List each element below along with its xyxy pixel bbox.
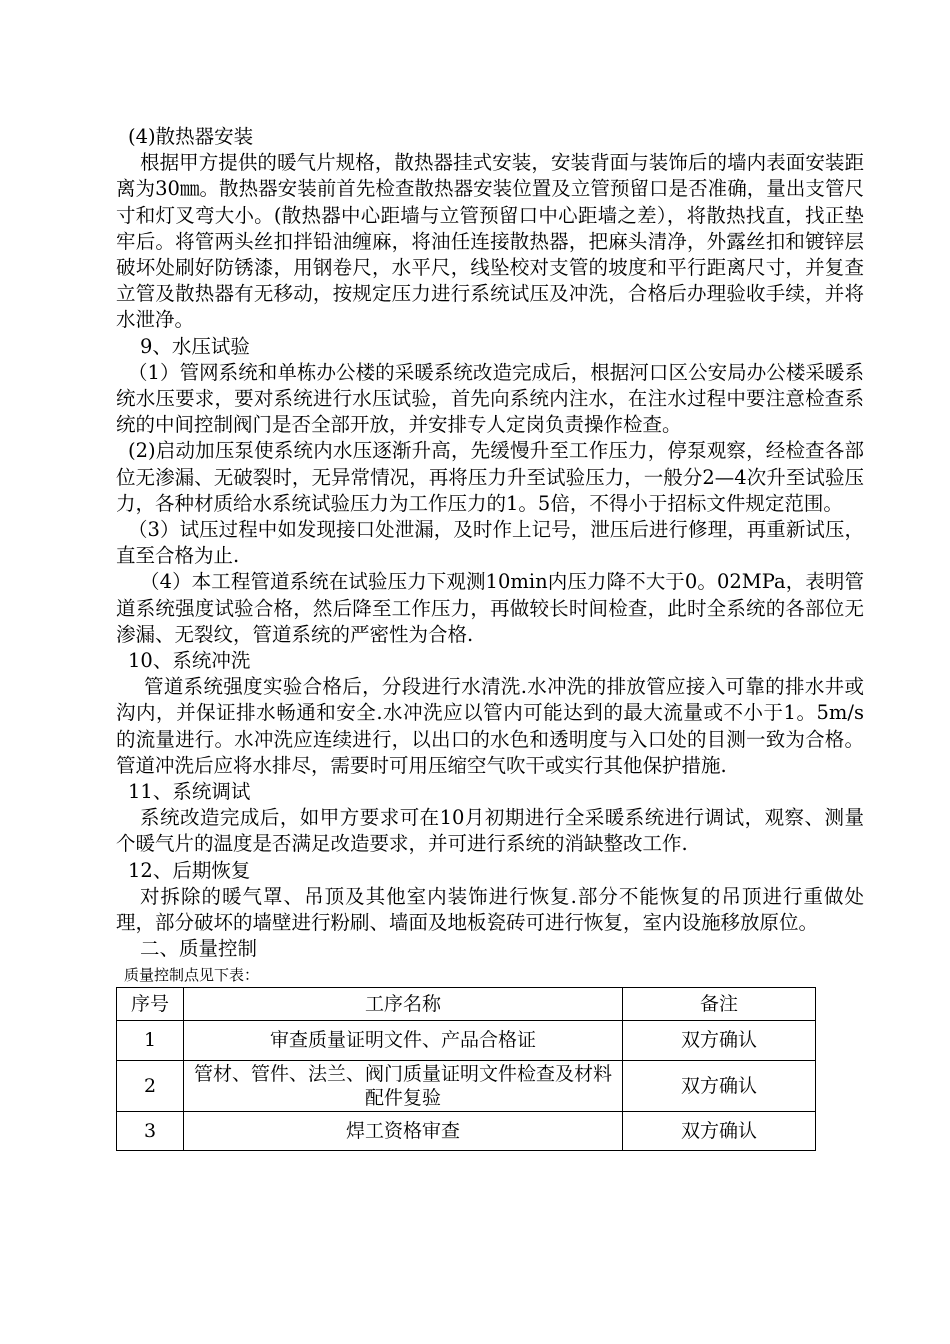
header-process: 工序名称	[184, 987, 623, 1020]
paragraph: (2)启动加压泵使系统内水压逐渐升高，先缓慢升至工作压力，停泵观察，经检查各部位无渗漏、无破裂时，无异常情况，再将压力升至试验压力，一般分2—4次升至试验压力，各种材质给水系统试验压力为工作压力的1。5倍，不得小于招标文件规定范围。	[116, 439, 864, 515]
quality-control-table	[116, 987, 816, 1151]
table-row	[117, 1060, 816, 1111]
paragraph: 对拆除的暖气罩、吊顶及其他室内装饰进行恢复.部分不能恢复的吊顶进行重做处理，部分破坏的墙壁进行粉刷、墙面及地板瓷砖可进行恢复，室内设施移放原位。	[116, 884, 864, 935]
cell-process: 焊工资格审查	[184, 1111, 623, 1150]
paragraph-list	[116, 124, 864, 963]
paragraph: 9、水压试验	[140, 334, 250, 358]
cell-process: 管材、管件、法兰、阀门质量证明文件检查及材料配件复验	[184, 1060, 623, 1111]
cell-note: 双方确认	[623, 1060, 816, 1111]
paragraph: 根据甲方提供的暖气片规格，散热器挂式安装，安装背面与装饰后的墙内表面安装距离为30㎜。散热器安装前首先检查散热器安装位置及立管预留口是否准确，量出支管尺寸和灯叉弯大小。(散热器中心距墙与立管预留口中心距墙之差），将散热找直，找正垫牢后。将管两头丝扣拌铅油缠麻，将油任连接散热器，把麻头清净，外露丝扣和镀锌层破坏处刷好防锈漆，用钢卷尺，水平尺，线坠校对支管的坡度和平行距离尺寸，并复查立管及散热器有无移动，按规定压力进行系统试压及冲洗，合格后办理验收手续，并将水泄净。	[116, 151, 864, 332]
table-row	[117, 1111, 816, 1150]
paragraph: (4)散热器安装	[128, 125, 254, 148]
paragraph: 10、系统冲洗	[128, 649, 251, 673]
paragraph: 系统改造完成后，如甲方要求可在10月初期进行全采暖系统进行调试，观察、测量个暖气片的温度是否满足改造要求，并可进行系统的消缺整改工作.	[116, 806, 864, 856]
paragraph: 二、质量控制	[140, 937, 258, 961]
paragraph: 12、后期恢复	[128, 858, 251, 882]
paragraph: （3）试压过程中如发现接口处泄漏，及时作上记号，泄压后进行修理，再重新试压，直至合格为止.	[116, 518, 864, 568]
header-note: 备注	[623, 987, 816, 1020]
document-body	[116, 124, 864, 1151]
cell-no: 3	[117, 1111, 184, 1150]
cell-no: 2	[117, 1060, 184, 1111]
cell-note: 双方确认	[623, 1111, 816, 1150]
cell-process: 审查质量证明文件、产品合格证	[184, 1020, 623, 1060]
table-row	[117, 1020, 816, 1060]
cell-no: 1	[117, 1020, 184, 1060]
header-no: 序号	[117, 987, 184, 1020]
paragraph: （4）本工程管道系统在试验压力下观测10min内压力降不大于0。02MPa，表明管道系统强度试验合格，然后降至工作压力，再做较长时间检查，此时全系统的各部位无渗漏、无裂纹，管道系统的严密性为合格.	[116, 570, 864, 646]
table-header-row	[117, 987, 816, 1020]
paragraph: （1）管网系统和单栋办公楼的采暖系统改造完成后，根据河口区公安局办公楼采暖系统水压要求，要对系统进行水压试验，首先向系统内注水，在注水过程中要注意检查系统的中间控制阀门是否全部开放，并安排专人定岗负责操作检查。	[116, 360, 864, 437]
table-caption: 质量控制点见下表：	[124, 965, 260, 984]
paragraph: 管道系统强度实验合格后，分段进行水清洗.水冲洗的排放管应接入可靠的排水井或沟内，并保证排水畅通和安全.水冲洗应以管内可能达到的最大流量或不小于1。5m/s的流量进行。水冲洗应连续进行，以出口的水色和透明度与入口处的目测一致为合格。管道冲洗后应将水排尽，需要时可用压缩空气吹干或实行其他保护措施.	[116, 675, 864, 777]
paragraph: 11、系统调试	[128, 780, 251, 804]
cell-note: 双方确认	[623, 1020, 816, 1060]
